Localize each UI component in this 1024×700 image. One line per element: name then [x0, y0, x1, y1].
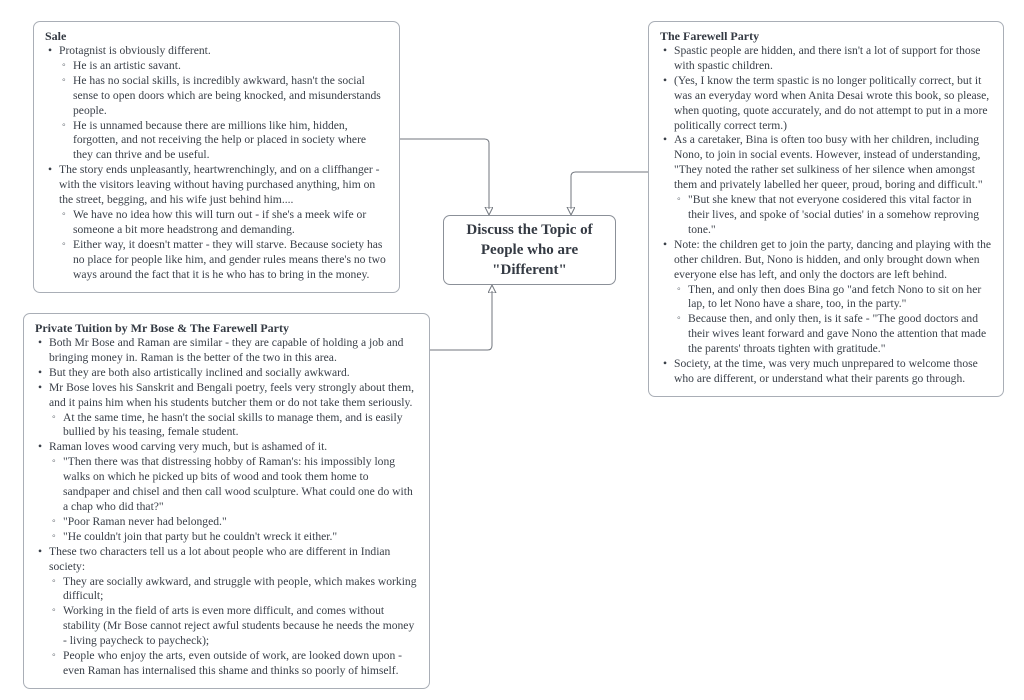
- bullet-icon: ◦: [677, 283, 681, 295]
- central-topic-line: "Different": [492, 262, 567, 278]
- bullet-icon: ◦: [52, 411, 56, 423]
- list-item: [663, 74, 992, 134]
- list-item: [52, 530, 418, 545]
- list-item-text: Working in the field of arts is even more difficult, and comes without stability (Mr Bose cannot reject awful students because he needs the money - living paycheck to paycheck);: [63, 604, 415, 648]
- list-item: [52, 411, 418, 441]
- list-item-text: People who enjoy the arts, even outside of work, are looked down upon - even Raman has internalised this shame and thinks so poorly of himself.: [63, 649, 403, 677]
- list-item: [52, 604, 418, 649]
- list-item-text: We have no idea how this will turn out - if she's a meek wife or someone a bit more headstrong and demanding.: [73, 207, 367, 236]
- list-item-text: "But she knew that not everyone cosidered this vital factor in their lives, and spoke of 'social duties' in a somehow reproving tone.": [688, 193, 980, 236]
- note-list: [33, 336, 418, 679]
- bullet-icon: ◦: [52, 456, 56, 468]
- central-topic-label: [466, 220, 592, 280]
- bullet-icon: ◦: [52, 650, 56, 662]
- list-item: [62, 59, 388, 74]
- note-box-title: Sale: [45, 29, 67, 43]
- list-item: [38, 440, 418, 455]
- bullet-icon: •: [38, 336, 43, 349]
- bullet-icon: ◦: [52, 515, 56, 527]
- list-item-text: (Yes, I know the term spastic is no longer politically correct, but it was an everyday word when Anita Desai wrote this book, so please, when quoting, quote accurately, and do not attempt to put in a more politically correct term.): [674, 73, 990, 132]
- list-item-text: Both Mr Bose and Raman are similar - they are capable of holding a job and bringing money in. Raman is the better of the two in this area.: [49, 336, 404, 364]
- bullet-icon: ◦: [677, 194, 681, 206]
- list-item-text: He is an artistic savant.: [73, 58, 181, 72]
- list-item: [677, 193, 992, 238]
- note-list: [43, 44, 388, 283]
- list-item-text: He has no social skills, is incredibly awkward, hasn't the social sense to open doors which are being knocked, and misunderstands people.: [73, 73, 381, 117]
- note-box-farewell-party[interactable]: [648, 21, 1004, 397]
- bullet-icon: ◦: [677, 313, 681, 325]
- list-item-text: Society, at the time, was very much unprepared to welcome those who are different, or understand what their parents go through.: [674, 357, 978, 385]
- note-box-private-tuition[interactable]: [23, 313, 430, 689]
- list-item-text: At the same time, he hasn't the social skills to manage them, and is easily bullied by his teasing, female student.: [63, 410, 403, 439]
- bullet-icon: •: [663, 133, 668, 147]
- list-item: [52, 575, 418, 605]
- note-box-title: The Farewell Party: [660, 29, 760, 43]
- connector-sale-to-center: [400, 139, 489, 209]
- list-item-text: Then, and only then does Bina go "and fetch Nono to sit on her lap, to let Nono have a share, too, in the party.": [688, 282, 982, 311]
- list-item-text: These two characters tell us a lot about people who are different in Indian society:: [49, 544, 391, 573]
- bullet-icon: ◦: [52, 575, 56, 587]
- list-item-text: He is unnamed because there are millions like him, hidden, forgotten, and not receiving the help or placed in society where they can thrive and be useful.: [73, 118, 367, 162]
- list-item: [677, 283, 992, 313]
- bullet-icon: •: [48, 44, 53, 57]
- list-item: [38, 366, 418, 381]
- bullet-icon: ◦: [62, 74, 66, 86]
- list-item: [62, 238, 388, 283]
- list-item-text: Note: the children get to join the party, dancing and playing with the other children. But, Nono is hidden, and only brought down when everyone else has left, and only the doctors are left behind.: [674, 237, 992, 281]
- list-item-text: "Then there was that distressing hobby of Raman's: his impossibly long walks on which he picked up bits of wood and took them home to sandpaper and chisel and then call wood sculpture. What could one do with a chap who did that?": [63, 455, 413, 513]
- bullet-icon: •: [663, 237, 668, 251]
- list-item: [52, 455, 418, 515]
- bullet-icon: •: [663, 73, 668, 87]
- list-item: [48, 163, 388, 208]
- list-item-text: Because then, and only then, is it safe - "The good doctors and their wives leant forward and gave Nono the attention that made the parents' throats tighten with gratitude.": [688, 312, 987, 356]
- bullet-icon: •: [38, 544, 43, 558]
- bullet-icon: •: [38, 440, 43, 454]
- list-item: [663, 44, 992, 74]
- list-item: [663, 357, 992, 387]
- list-item: [38, 545, 418, 575]
- central-topic-line: Discuss the Topic of: [466, 222, 593, 238]
- list-item: [62, 74, 388, 119]
- list-item: [663, 238, 992, 283]
- list-item: [48, 44, 388, 59]
- note-list: [658, 44, 992, 387]
- list-item-text: "Poor Raman never had belonged.": [63, 514, 227, 528]
- central-topic-node[interactable]: [443, 215, 616, 285]
- list-item: [677, 312, 992, 357]
- list-item: [52, 515, 418, 530]
- list-item-text: Either way, it doesn't matter - they will starve. Because society has no place for people like him, and gender rules means there's no two ways around the fact that it is he who has to bring in the money.: [73, 237, 386, 281]
- bullet-icon: •: [663, 357, 668, 371]
- bullet-icon: ◦: [62, 59, 66, 71]
- list-item: [62, 208, 388, 238]
- list-item-text: As a caretaker, Bina is often too busy with her children, including Nono, to join in social events. However, instead of understanding, "They noted the rather set sulkiness of her silence when amongst them and privately labelled her queer, proud, boring and difficult.": [674, 133, 983, 192]
- bullet-icon: •: [663, 44, 668, 57]
- list-item: [38, 381, 418, 411]
- list-item-text: They are socially awkward, and struggle with people, which makes working difficult;: [63, 574, 417, 603]
- connector-tuition-to-center: [430, 291, 492, 350]
- note-box-title: Private Tuition by Mr Bose & The Farewell Party: [35, 321, 289, 335]
- bullet-icon: ◦: [52, 605, 56, 617]
- list-item-text: The story ends unpleasantly, heartwrenchingly, and on a cliffhanger - with the visitors leaving without having purchased anything, him on the street, begging, and his wife just behind him....: [59, 163, 380, 207]
- list-item-text: "He couldn't join that party but he couldn't wreck it either.": [63, 529, 338, 543]
- bullet-icon: ◦: [52, 530, 56, 542]
- bullet-icon: ◦: [62, 119, 66, 131]
- list-item: [52, 649, 418, 679]
- bullet-icon: •: [48, 163, 53, 177]
- bullet-icon: ◦: [62, 208, 66, 220]
- list-item: [38, 336, 418, 366]
- list-item: [62, 119, 388, 164]
- central-topic-line: People who are: [480, 242, 579, 258]
- list-item-text: But they are both also artistically inclined and socially awkward.: [49, 365, 350, 379]
- list-item-text: Protagnist is obviously different.: [59, 44, 211, 57]
- connector-farewell-to-center: [571, 172, 648, 209]
- list-item-text: Spastic people are hidden, and there isn't a lot of support for those with spastic children.: [674, 44, 981, 72]
- list-item-text: Mr Bose loves his Sanskrit and Bengali poetry, feels very strongly about them, and it pains him when his students butcher them or do not take them seriously.: [49, 380, 415, 409]
- bullet-icon: •: [38, 380, 43, 394]
- list-item-text: Raman loves wood carving very much, but is ashamed of it.: [49, 440, 328, 454]
- list-item: [663, 133, 992, 193]
- note-box-sale[interactable]: [33, 21, 400, 293]
- bullet-icon: ◦: [62, 238, 66, 250]
- bullet-icon: •: [38, 365, 43, 379]
